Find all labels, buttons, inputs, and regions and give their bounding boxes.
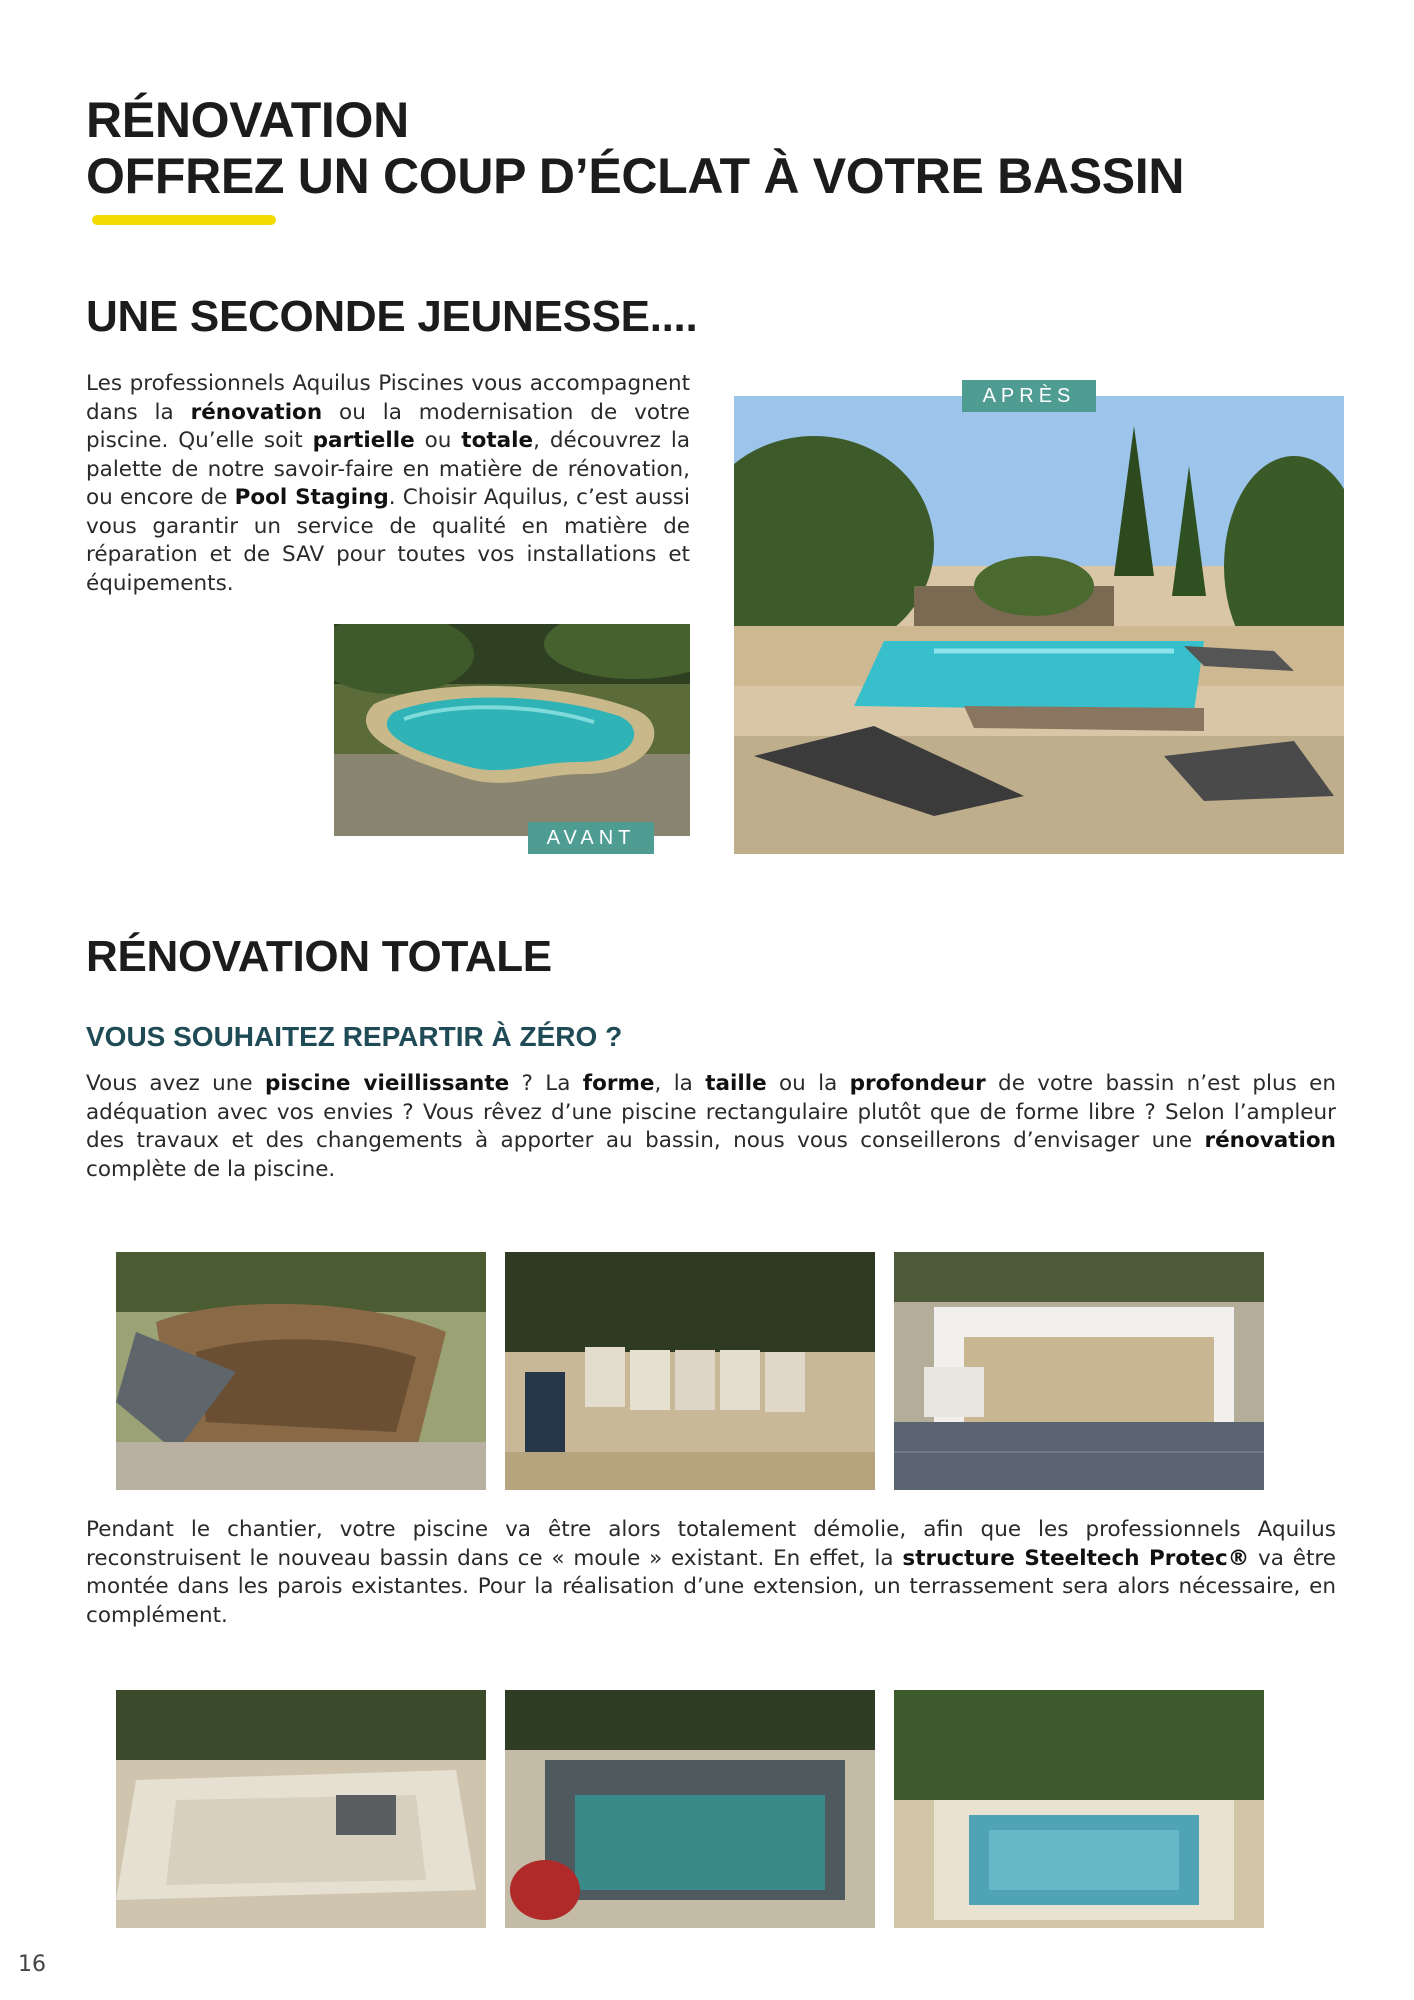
section-heading-seconde-jeunesse: UNE SECONDE JEUNESSE.... <box>86 292 698 341</box>
steel-walls-photo <box>894 1252 1264 1490</box>
renovation-paragraph-1 <box>86 1070 1336 1184</box>
text-run: . Choisir Aquilus, c’est aussi vous garantir un service de qualité en matière de réparation et de SAV pour toutes vos installations et équipements. <box>86 485 690 596</box>
demolition-photo <box>116 1252 486 1490</box>
text-run: ou la <box>766 1071 850 1096</box>
bold-text-run: partielle <box>312 428 415 453</box>
text-run: complète de la piscine. <box>86 1156 336 1182</box>
bold-text-run: structure Steeltech Protec® <box>902 1545 1250 1571</box>
renovation-paragraph-2 <box>86 1516 1336 1630</box>
text-run: , la <box>654 1071 706 1096</box>
section-heading-renovation-totale: RÉNOVATION TOTALE <box>86 932 552 981</box>
bold-text-run: profondeur <box>849 1071 986 1096</box>
text-run: Vous avez une <box>86 1071 265 1096</box>
text-run: , découvrez la palette de notre savoir-faire en matière de rénovation, ou encore de <box>86 428 690 510</box>
text-run: ou la modernisation de votre piscine. Qu’elle soit <box>86 399 690 453</box>
after-pool-photo <box>734 396 1344 854</box>
bold-text-run: forme <box>582 1071 655 1096</box>
section-subheading-repartir: VOUS SOUHAITEZ REPARTIR À ZÉRO ? <box>86 1021 623 1052</box>
bold-text-run: piscine vieillissante <box>264 1071 510 1096</box>
text-run: Les professionnels Aquilus Piscines vous accompagnent dans la <box>86 371 690 425</box>
construction-panels-photo <box>505 1252 875 1490</box>
after-label-tag: APRÈS <box>962 380 1096 412</box>
finished-pool-photo <box>894 1690 1264 1928</box>
before-pool-photo <box>334 624 690 836</box>
text-run: Pendant le chantier, votre piscine va être alors totalement démolie, afin que les professionnels Aquilus reconstruisent le nouveau bassin dans ce « moule » existant. En effet, la <box>86 1517 1336 1571</box>
page-number: 16 <box>18 1952 46 1977</box>
text-run: ou <box>414 428 462 453</box>
page-title-line1: RÉNOVATION <box>86 92 409 148</box>
liner-prep-photo <box>116 1690 486 1928</box>
title-accent-underline <box>92 215 276 225</box>
page-title-line2: OFFREZ UN COUP D’ÉCLAT À VOTRE BASSIN <box>86 148 1185 204</box>
bold-text-run: rénovation <box>1204 1128 1336 1153</box>
bold-text-run: Pool Staging <box>234 485 389 510</box>
bold-text-run: rénovation <box>190 399 323 425</box>
filling-pool-photo <box>505 1690 875 1928</box>
page-title <box>86 92 1336 204</box>
text-run: va être montée dans les parois existantes. Pour la réalisation d’une extension, un terrassement sera alors nécessaire, en complément. <box>86 1545 1336 1628</box>
text-run: de votre bassin n’est plus en adéquation avec vos envies ? Vous rêvez d’une piscine rectangulaire plutôt que de forme libre ? Selon l’ampleur des travaux et des changements à apporter au bassin, nous vous conseillerons d’envisager une <box>86 1071 1336 1153</box>
text-run: ? La <box>509 1071 583 1096</box>
bold-text-run: taille <box>705 1071 767 1096</box>
bold-text-run: totale <box>461 428 534 453</box>
intro-paragraph <box>86 370 690 598</box>
before-label-tag: AVANT <box>528 822 654 854</box>
